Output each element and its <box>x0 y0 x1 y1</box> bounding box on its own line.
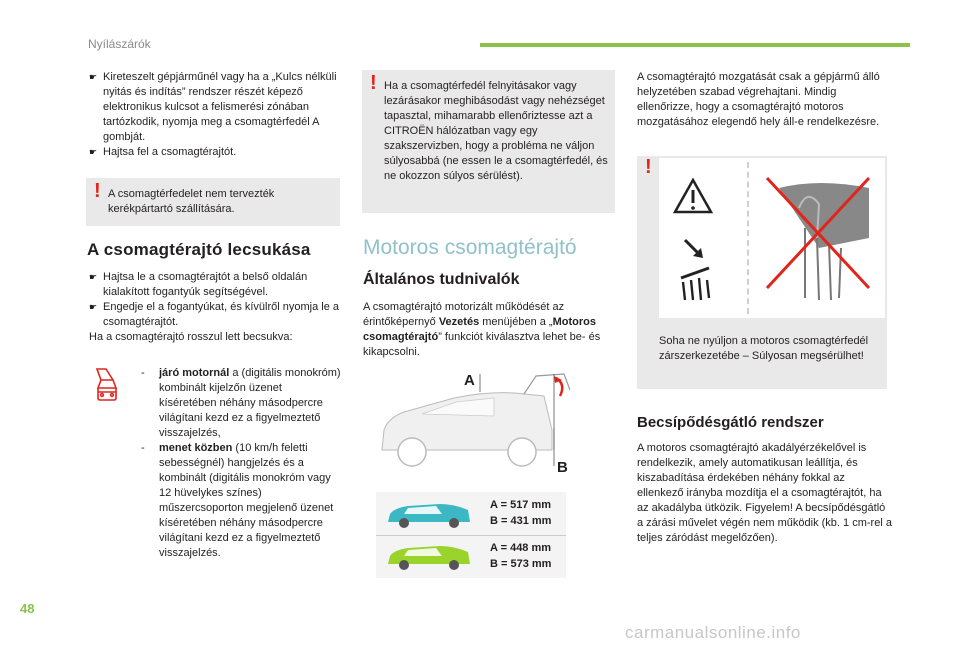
closing-title: A csomagtérajtó lecsukása <box>87 240 311 259</box>
general-title: Általános tudnivalók <box>363 271 520 288</box>
intro-text: A csomagtérajtó mozgatását csak a gépjármű álló helyzetében szabad végrehajtani. Mindig ellenőrizze, hogy a csomagtérajtó motoros mozgatásához elegendő hely áll-e rendelkezésre. <box>637 71 880 128</box>
closing-list <box>141 366 341 561</box>
divider <box>376 535 566 536</box>
bullet-item: ☛ Kireteszelt gépjárműnél vagy ha a „Kulcs nélküli nyitás és indítás” rendszer részét képező elektronikus kulcsot a felismerési zónában tartózkodik, nyomja meg a csomagtérfedél A gombját. <box>89 71 337 143</box>
powered-title: Motoros csomagtérajtó <box>363 236 577 259</box>
section-title: Nyílászárók <box>88 37 151 51</box>
bullet-item: ☛ Engedje el a fogantyúkat, és kívülről nyomja le a csomagtérajtót. <box>89 301 340 328</box>
anti-pinch-title: Becsípődésgátló rendszer <box>637 414 824 431</box>
closing-note: Ha a csomagtérajtó rosszul lett becsukva: <box>89 331 293 343</box>
bullet-item: ☛ Hajtsa fel a csomagtérajtót. <box>89 146 237 158</box>
dashed-divider <box>747 162 749 314</box>
watermark: carmanualsonline.info <box>625 623 801 642</box>
warning-box: ! Ha a csomagtérfedél felnyitásakor vagy lezárásakor meghibásodást vagy nehézséget tapasztal, mihamarabb ellenőriztesse azt a CITROËN hálózatban vagy egy szakszervizben, hogy a probléma ne váljon súlyosabbá (ne essen le a csomagtérfedél, és ne okozzon súlyos sérülést). <box>362 70 615 213</box>
page-number: 48 <box>20 601 35 616</box>
warning-box: ! A csomagtérfedelet nem tervezték kerékpártartó szállítására. <box>86 178 340 226</box>
list-item: - járó motornál a (digitális monokróm) kombinált kijelzőn üzenet kíséretében néhány másodpercre világítani kezd ez a figyelmeztető visszajelzés, <box>141 367 341 439</box>
bullet-icon: ☛ <box>89 302 98 312</box>
dim-a-2: A = 448 mm <box>490 542 552 554</box>
section-accent-bar <box>480 43 910 47</box>
anti-pinch-text: A motoros csomagtérajtó akadályérzékelővel is rendelkezik, amely automatikusan leállítja, és kiszabadítása érdekében néhány fokkal az ellenkező irányba mozdítja el a csomagtérajtót, ha az akadályba ütközik. Figyelem! A becsípődésgátló a zárási művelet végén nem működik (kb. 1 cm-rel a teljes záródást megelőzően). <box>637 442 892 544</box>
warning-icon: ! <box>370 72 377 94</box>
open-door-warning-icon <box>92 366 122 404</box>
latch-hand-figure <box>759 168 879 308</box>
figure-caption: Soha ne nyúljon a motoros csomagtérfedél zárszerkezetébe – Súlyosan megsérülhet! <box>659 335 869 362</box>
car-teal-icon <box>384 500 474 530</box>
car-dimension-figure <box>374 370 584 480</box>
column-1 <box>89 70 341 160</box>
dimensions-table <box>376 492 566 578</box>
warning-icon: ! <box>645 156 652 178</box>
general-text: A csomagtérajtó motorizált működését az érintőképernyő Vezetés menüjében a „Motoros csomagtérajtó” funkciót kiválasztva lehet be- és kikapcsolni. <box>363 301 601 358</box>
closing-bullets <box>89 270 345 345</box>
car-lime-icon <box>384 542 474 572</box>
bullet-item: ☛ Hajtsa le a csomagtérajtót a belső oldalán kialakított fogantyúk segítségével. <box>89 271 308 298</box>
list-item: - menet közben (10 km/h feletti sebességnél) hangjelzés és a kombinált (digitális monokróm vagy 12 hüvelykes színes) műszercsoporton megjelenő üzenet kíséretében néhány másodpercre világítani kezd ez a figyelmeztető visszajelzés. <box>141 442 334 559</box>
bullet-icon: ☛ <box>89 147 98 157</box>
hand-press-icon <box>677 238 717 302</box>
bullet-icon: ☛ <box>89 72 98 82</box>
warning-icon: ! <box>94 180 101 202</box>
bullet-icon: ☛ <box>89 272 98 282</box>
warning-figure-box <box>637 156 887 389</box>
figure-label-b: B <box>557 459 568 476</box>
dim-a-1: A = 517 mm <box>490 499 552 511</box>
figure-label-a: A <box>464 372 475 389</box>
dim-b-2: B = 573 mm <box>490 558 552 570</box>
caution-triangle-icon <box>673 178 713 214</box>
dim-b-1: B = 431 mm <box>490 515 552 527</box>
